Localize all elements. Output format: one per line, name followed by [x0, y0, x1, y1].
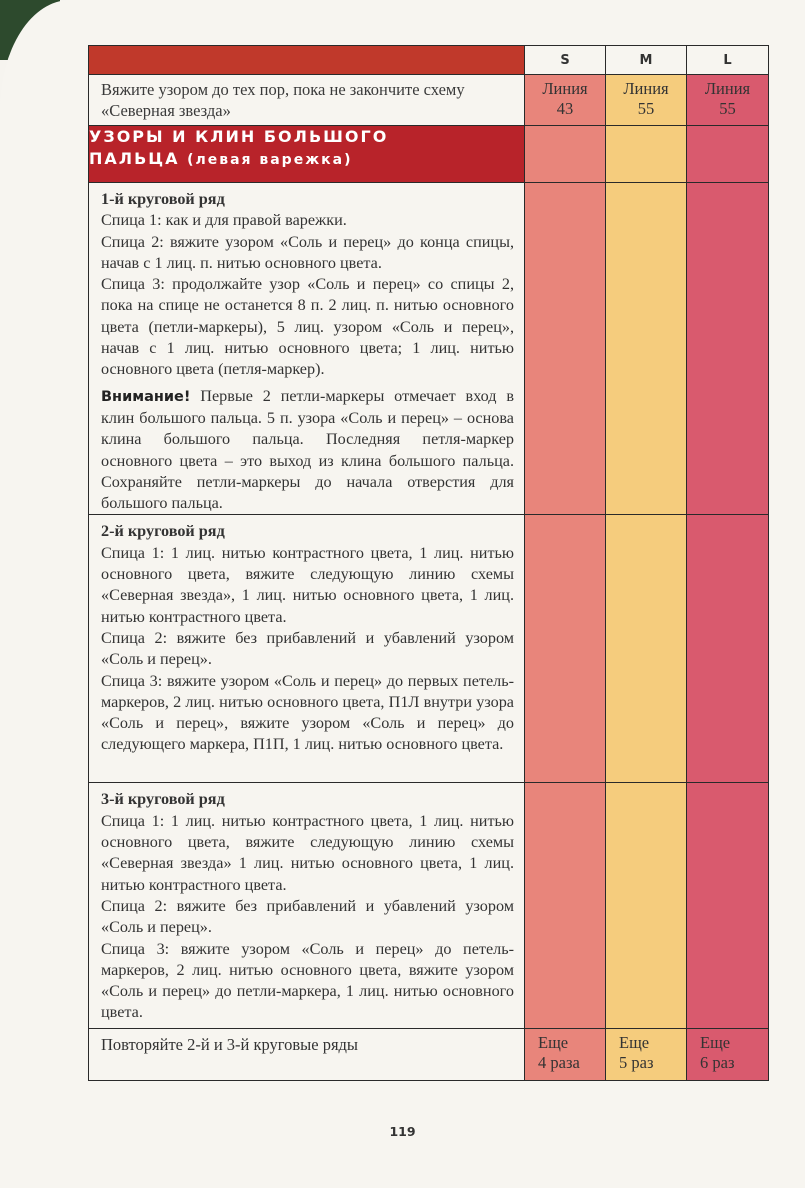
round3-cell	[89, 783, 525, 1029]
round1-needle1: Спица 1: как и для правой варежки.	[101, 211, 347, 230]
header-blank-cell	[89, 46, 525, 75]
intro-size-m-label: Линия	[623, 79, 669, 98]
intro-text: Вяжите узором до тех пор, пока не закончите схему «Северная звезда»	[101, 80, 465, 120]
round1-size-s-cell	[525, 183, 606, 515]
repeat-size-s-word: Еще	[538, 1033, 569, 1053]
repeat-size-s-count: 4 раза	[538, 1053, 580, 1073]
repeat-size-m-cell	[606, 1029, 687, 1081]
intro-size-m-number: 55	[637, 99, 655, 118]
repeat-cell	[89, 1029, 525, 1081]
round2-row	[89, 515, 769, 783]
intro-size-m-cell	[606, 75, 687, 126]
repeat-text: Повторяйте 2-й и 3-й круговые ряды	[101, 1035, 359, 1055]
intro-size-l-number: 55	[719, 99, 736, 118]
round1-row	[89, 183, 769, 515]
round2-size-l-cell	[687, 515, 769, 783]
round2-needle2: Спица 2: вяжите без прибавлений и убавлений узором «Соль и перец».	[101, 628, 514, 669]
round2-needle1: Спица 1: 1 лиц. нитью контрастного цвета, 1 лиц. нитью основного цвета, вяжите следующую линию схемы «Северная звезда», 1 лиц. нитью основного цвета, 1 лиц. нитью контрастного цвета.	[101, 543, 514, 626]
repeat-size-m-count: 5 раз	[619, 1053, 654, 1073]
page-number: 119	[389, 1124, 416, 1139]
round1-needle3: Спица 3: продолжайте узор «Соль и перец» со спицы 2, пока на спице не останется 8 п. 2 лиц. п. нитью основного цвета (петли-маркеры), 5 лиц. узором «Соль и перец», начав с 1 лиц. нитью основного цвета; 1 лиц. нитью основного цвета (петля-маркер).	[101, 275, 514, 379]
repeat-size-s-value	[525, 1029, 605, 1073]
repeat-size-l-word: Еще	[700, 1033, 731, 1053]
section-title-row	[89, 126, 769, 183]
intro-size-l-label: Линия	[704, 79, 751, 98]
round3-size-l-cell	[687, 783, 769, 1029]
size-l-header: L	[687, 46, 769, 75]
pattern-table	[88, 45, 769, 1081]
section-title-sub: (левая варежка)	[187, 152, 353, 168]
size-s-header: S	[525, 46, 606, 75]
section-title-line1: УЗОРЫ И КЛИН БОЛЬШОГО	[89, 127, 389, 146]
size-header-row	[89, 46, 769, 75]
round3-needle1: Спица 1: 1 лиц. нитью контрастного цвета, 1 лиц. нитью основного цвета, вяжите следующую линию схемы «Северная звезда» 1 лиц. нитью основного цвета, 1 лиц. нитью контрастного цвета.	[101, 811, 514, 894]
round2-text	[89, 515, 524, 755]
round3-size-m-cell	[606, 783, 687, 1029]
repeat-row	[89, 1029, 769, 1081]
round3-size-s-cell	[525, 783, 606, 1029]
section-title-main: ПАЛЬЦА	[89, 149, 180, 168]
attention-text: Первые 2 петли-маркеры отмечает вход в клин большого пальца. 5 п. узора «Соль и перец» – основа клина большого пальца. Последняя петля-маркер основного цвета – это выход из клина большого пальца. Сохраняйте петли-маркеры до начала отверстия для большого пальца.	[101, 386, 514, 513]
round1-cell	[89, 183, 525, 515]
title-size-l-cell	[687, 126, 769, 183]
repeat-size-m-value	[606, 1029, 686, 1073]
round1-size-l-cell	[687, 183, 769, 515]
round2-needle3: Спица 3: вяжите узором «Соль и перец» до первых петель-маркеров, 2 лиц. нитью основного цвета, П1Л внутри узора «Соль и перец», вяжите узором «Соль и перец» до следующего маркера, П1П, 1 лиц. нитью основного цвета.	[101, 671, 514, 754]
intro-size-s-value	[525, 75, 605, 119]
size-m-header: M	[606, 46, 687, 75]
repeat-size-l-count: 6 раз	[700, 1053, 735, 1073]
round2-heading: 2-й круговой ряд	[101, 522, 225, 541]
repeat-size-l-cell	[687, 1029, 769, 1081]
section-title-line2	[89, 148, 524, 171]
intro-size-s-label: Линия	[542, 79, 588, 98]
attention-label: Внимание!	[101, 388, 191, 405]
intro-size-s-cell	[525, 75, 606, 126]
repeat-size-m-word: Еще	[619, 1033, 650, 1053]
round1-attention	[101, 386, 514, 515]
intro-size-l-value	[687, 75, 768, 119]
round2-size-m-cell	[606, 515, 687, 783]
section-title-cell	[89, 126, 525, 183]
intro-size-s-number: 43	[556, 99, 574, 118]
round2-size-s-cell	[525, 515, 606, 783]
intro-size-m-value	[606, 75, 686, 119]
intro-cell	[89, 75, 525, 126]
repeat-size-s-cell	[525, 1029, 606, 1081]
round1-text	[89, 183, 524, 514]
round3-heading: 3-й круговой ряд	[101, 790, 225, 809]
round3-text	[89, 783, 524, 1023]
title-size-s-cell	[525, 126, 606, 183]
round2-cell	[89, 515, 525, 783]
title-size-m-cell	[606, 126, 687, 183]
repeat-size-l-value	[687, 1029, 768, 1073]
round1-heading: 1-й круговой ряд	[101, 190, 225, 208]
round3-row	[89, 783, 769, 1029]
intro-size-l-cell	[687, 75, 769, 126]
round3-needle3: Спица 3: вяжите узором «Соль и перец» до петель-маркеров, 2 лиц. нитью основного цвета, вяжите узором «Соль и перец» до петли-маркера, 1 лиц. нитью основного цвета.	[101, 939, 514, 1022]
intro-row	[89, 75, 769, 126]
round1-size-m-cell	[606, 183, 687, 515]
round1-needle2: Спица 2: вяжите узором «Соль и перец» до конца спицы, начав с 1 лиц. п. нитью основного цвета.	[101, 232, 514, 272]
round3-needle2: Спица 2: вяжите без прибавлений и убавлений узором «Соль и перец».	[101, 896, 514, 937]
